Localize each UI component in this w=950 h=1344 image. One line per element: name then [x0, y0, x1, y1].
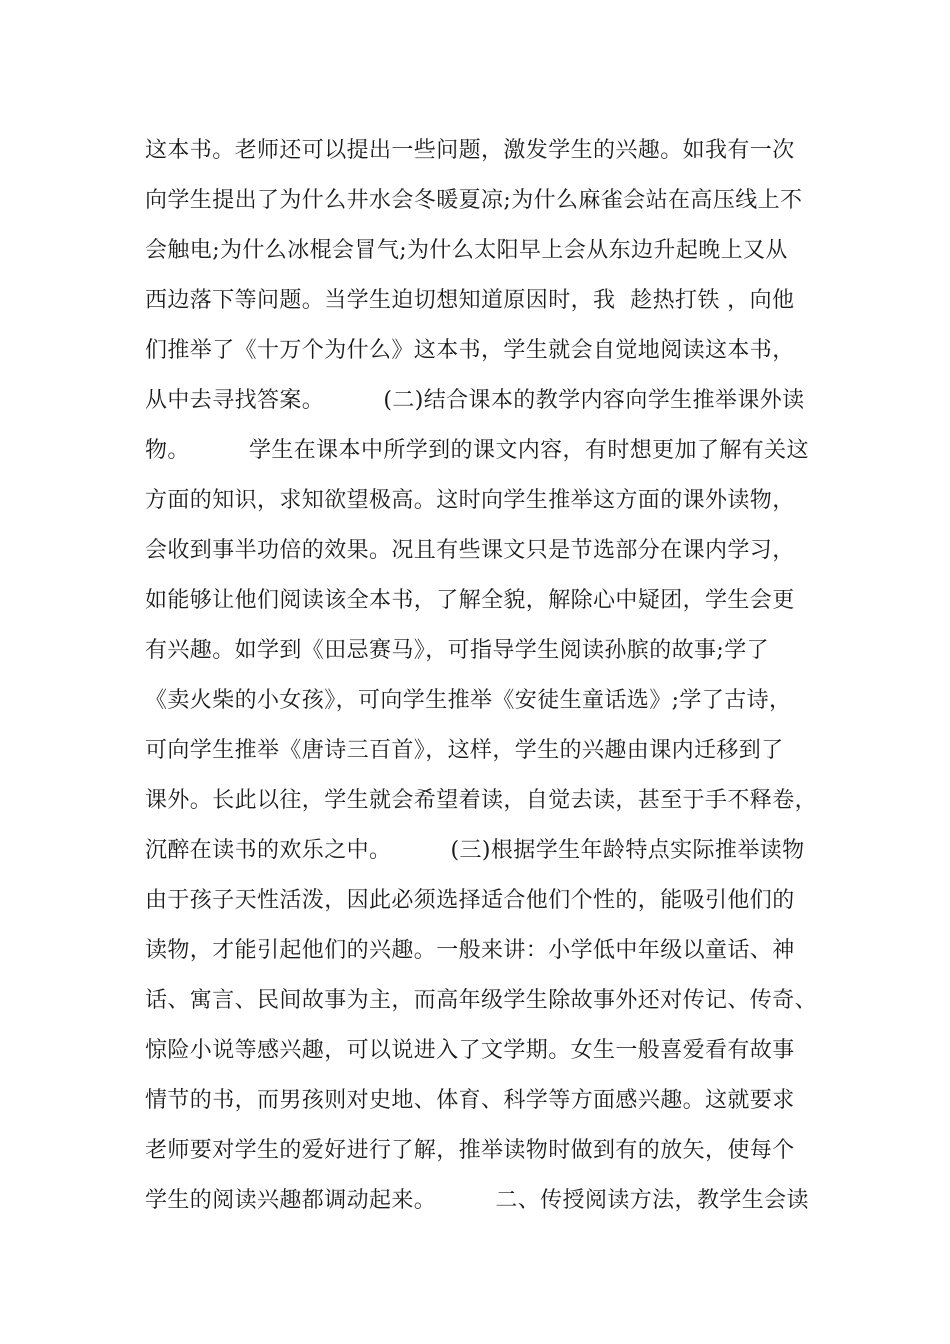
- text-line: 西边落下等问题。当学生迫切想知道原因时，我 趁热打铁 ，向他: [145, 288, 795, 313]
- text-line: 学生的阅读兴趣都调动起来。 二、传授阅读方法，教学生会读: [145, 1188, 809, 1213]
- text-line: 沉醉在读书的欢乐之中。 (三)根据学生年龄特点实际推举读物: [145, 838, 805, 863]
- text-line: 如能够让他们阅读该全本书，了解全貌，解除心中疑团，学生会更: [145, 588, 795, 613]
- text-line: 由于孩子天性活泼，因此必须选择适合他们个性的，能吸引他们的: [145, 888, 795, 913]
- text-line: 老师要对学生的爱好进行了解，推举读物时做到有的放矢，使每个: [145, 1138, 795, 1163]
- text-line: 《卖火柴的小女孩》，可向学生推举《安徒生童话选》;学了古诗，: [145, 688, 792, 713]
- text-line: 情节的书，而男孩则对史地、体育、科学等方面感兴趣。这就要求: [145, 1088, 795, 1113]
- text-line: 这本书。老师还可以提出一些问题，激发学生的兴趣。如我有一次: [145, 138, 795, 163]
- text-line: 话、寓言、民间故事为主，而高年级学生除故事外还对传记、传奇、: [145, 988, 818, 1013]
- text-line: 物。 学生在课本中所学到的课文内容，有时想更加了解有关这: [145, 438, 809, 463]
- text-line: 课外。长此以往，学生就会希望着读，自觉去读，甚至于手不释卷，: [145, 788, 818, 813]
- body-text: [145, 126, 825, 1226]
- text-line: 可向学生推举《唐诗三百首》，这样，学生的兴趣由课内迁移到了: [145, 738, 784, 763]
- text-line: 从中去寻找答案。 (二)结合课本的教学内容向学生推举课外读: [145, 388, 805, 413]
- text-line: 有兴趣。如学到《田忌赛马》，可指导学生阅读孙膑的故事;学了: [145, 638, 770, 663]
- text-line: 方面的知识，求知欲望极高。这时向学生推举这方面的课外读物，: [145, 488, 795, 513]
- text-line: 会收到事半功倍的效果。况且有些课文只是节选部分在课内学习，: [145, 538, 795, 563]
- text-line: 惊险小说等感兴趣，可以说进入了文学期。女生一般喜爱看有故事: [145, 1038, 795, 1063]
- text-line: 们推举了《十万个为什么》这本书，学生就会自觉地阅读这本书，: [145, 338, 795, 363]
- text-line: 向学生提出了为什么井水会冬暖夏凉;为什么麻雀会站在高压线上不: [145, 188, 803, 213]
- text-line: 会触电;为什么冰棍会冒气;为什么太阳早上会从东边升起晚上又从: [145, 238, 788, 263]
- text-line: 读物，才能引起他们的兴趣。一般来讲：小学低中年级以童话、神: [145, 938, 795, 963]
